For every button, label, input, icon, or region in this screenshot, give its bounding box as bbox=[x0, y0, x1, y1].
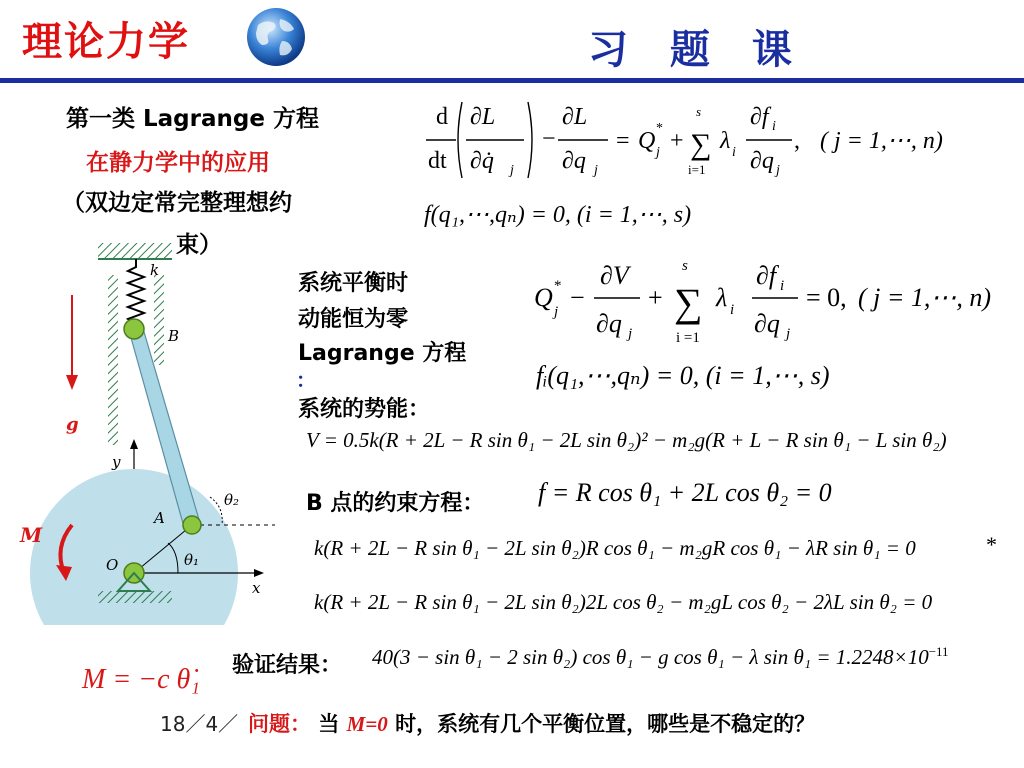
label-M: M bbox=[20, 523, 43, 547]
equilibrium-equation-2: k(R + 2L − R sin θ₁ − 2L sin θ₂)2L cos θ₂ − m₂gL cos θ₂ − 2λL sin θ₂ = 0 bbox=[314, 590, 933, 614]
label-y: y bbox=[112, 453, 121, 471]
lagrange-equation bbox=[420, 96, 980, 236]
eq-constraint: f(q₁,⋯,qₙ) = 0, (i = 1,⋯, s) bbox=[424, 202, 692, 228]
svg-text:j: j bbox=[594, 163, 598, 178]
intro-line-2: 在静力学中的应用 bbox=[86, 150, 270, 176]
svg-text:Q: Q bbox=[534, 283, 553, 312]
svg-text:i=1: i=1 bbox=[688, 162, 706, 177]
svg-text:λ: λ bbox=[716, 283, 728, 312]
svg-text:∂q: ∂q bbox=[596, 309, 622, 338]
header-divider bbox=[0, 78, 1024, 83]
svg-text:=: = bbox=[616, 128, 630, 154]
label-A: A bbox=[154, 509, 165, 527]
potential-label: 系统的势能： bbox=[298, 397, 431, 422]
eq-d: d bbox=[436, 104, 448, 130]
question-text: 时，系统有几个平衡位置，哪些是不稳定的？ bbox=[395, 712, 816, 736]
eq-partq: ∂q bbox=[562, 148, 586, 174]
svg-text:j: j bbox=[554, 304, 559, 320]
svg-text:i: i bbox=[780, 278, 785, 294]
eq-partL: ∂L bbox=[470, 104, 496, 130]
question-label: 问题： bbox=[248, 712, 311, 736]
globe-icon bbox=[244, 5, 308, 69]
svg-text:i: i bbox=[732, 145, 736, 160]
intro-line-4: 束） bbox=[176, 232, 222, 258]
label-theta2: θ₂ bbox=[224, 491, 240, 509]
svg-text:s: s bbox=[682, 258, 688, 274]
question-prefix: 当 bbox=[318, 712, 340, 736]
guide-wall-right bbox=[154, 275, 164, 365]
question bbox=[248, 708, 815, 738]
svg-text:∂q: ∂q bbox=[750, 148, 774, 174]
svg-text:*: * bbox=[554, 278, 562, 294]
guide-wall-left bbox=[108, 275, 118, 445]
label-x: x bbox=[252, 579, 261, 597]
intro-line-1: 第一类 Lagrange 方程 bbox=[66, 106, 319, 132]
svg-text:+: + bbox=[648, 283, 663, 312]
svg-text:∂f: ∂f bbox=[756, 261, 777, 290]
svg-text:λ: λ bbox=[720, 128, 731, 154]
static-equations bbox=[530, 250, 1010, 400]
eq-dt: dt bbox=[428, 148, 447, 174]
svg-text:i =1: i =1 bbox=[676, 330, 700, 346]
svg-text:j: j bbox=[628, 326, 633, 342]
question-condition: M=0 bbox=[346, 712, 388, 736]
svg-text:i: i bbox=[772, 119, 776, 134]
eq-sub-j: j bbox=[510, 163, 514, 178]
static-line-3: Lagrange 方程 bbox=[298, 341, 467, 366]
svg-text:∑: ∑ bbox=[690, 128, 712, 161]
svg-text:∂V: ∂V bbox=[600, 261, 629, 290]
svg-text:= 0,: = 0, bbox=[806, 283, 847, 312]
eq-range: ( j = 1,⋯, n) bbox=[820, 128, 943, 154]
slide-title: 理论力学 bbox=[22, 19, 190, 65]
eq-Q: Q bbox=[638, 128, 656, 154]
svg-text:∑: ∑ bbox=[674, 280, 703, 325]
label-g: g bbox=[66, 414, 79, 435]
equation-star: * bbox=[986, 532, 997, 557]
label-theta1: θ₁ bbox=[184, 551, 200, 569]
intro-line-3: （双边定常完整理想约 bbox=[62, 190, 292, 216]
eq-partL2: ∂L bbox=[562, 104, 588, 130]
label-O: O bbox=[106, 556, 119, 574]
verify-equation: 40(3 − sin θ₁ − 2 sin θ₂) cos θ₁ − g cos θ₁ − λ $\sin \theta_1 = 1.2248\times 10^{-11}$ bbox=[372, 644, 949, 669]
base-support bbox=[98, 591, 172, 603]
svg-text:j: j bbox=[786, 326, 791, 342]
svg-text:,: , bbox=[794, 128, 800, 154]
svg-text:s: s bbox=[696, 104, 702, 119]
static-line-2: 动能恒为零 bbox=[298, 307, 409, 332]
label-B: B bbox=[168, 327, 180, 345]
section-title: 习 题 课 bbox=[588, 27, 806, 73]
static-line-1: 系统平衡时 bbox=[298, 271, 409, 296]
equilibrium-equation-1: k(R + 2L − R sin θ₁ − 2L sin θ₂)R cos θ₁ − m₂gR cos θ₁ − λR sin θ₁ = 0 bbox=[314, 536, 916, 560]
svg-text:*: * bbox=[656, 121, 663, 136]
eq-qdot: ∂q̇ bbox=[470, 148, 494, 174]
top-support bbox=[98, 243, 172, 259]
joint-B bbox=[124, 319, 144, 339]
label-k: k bbox=[150, 261, 160, 279]
svg-text:j: j bbox=[656, 145, 660, 160]
potential-equation: V = 0.5k(R + 2L − R sin θ₁ − 2L sin θ₂)² − m₂g(R + L − R sin θ₁ − L sin θ₂) bbox=[306, 428, 947, 452]
constraint-b-label: B 点的约束方程： bbox=[306, 491, 485, 516]
svg-text:∂f: ∂f bbox=[750, 104, 769, 130]
verify-label: 验证结果： bbox=[232, 653, 343, 678]
svg-text:−: − bbox=[570, 283, 585, 312]
svg-text:( j = 1,⋯, n): ( j = 1,⋯, n) bbox=[858, 283, 992, 312]
svg-text:∂q: ∂q bbox=[754, 309, 780, 338]
page-number: 18／4／ bbox=[160, 712, 239, 736]
svg-text:+: + bbox=[670, 128, 684, 154]
joint-A bbox=[183, 516, 201, 534]
svg-text:−: − bbox=[542, 126, 556, 152]
static-colon: ： bbox=[296, 368, 316, 392]
spring bbox=[128, 259, 144, 325]
static-constraint: fᵢ(q₁,⋯,qₙ) = 0, (i = 1,⋯, s) bbox=[536, 361, 830, 390]
mechanism-diagram bbox=[0, 235, 290, 625]
moment-equation: M = −c θ̇₁ bbox=[82, 664, 201, 695]
svg-text:j: j bbox=[776, 163, 780, 178]
constraint-b-equation: f = R cos θ₁ + 2L cos θ₂ = 0 bbox=[538, 478, 832, 507]
svg-text:i: i bbox=[730, 302, 735, 318]
